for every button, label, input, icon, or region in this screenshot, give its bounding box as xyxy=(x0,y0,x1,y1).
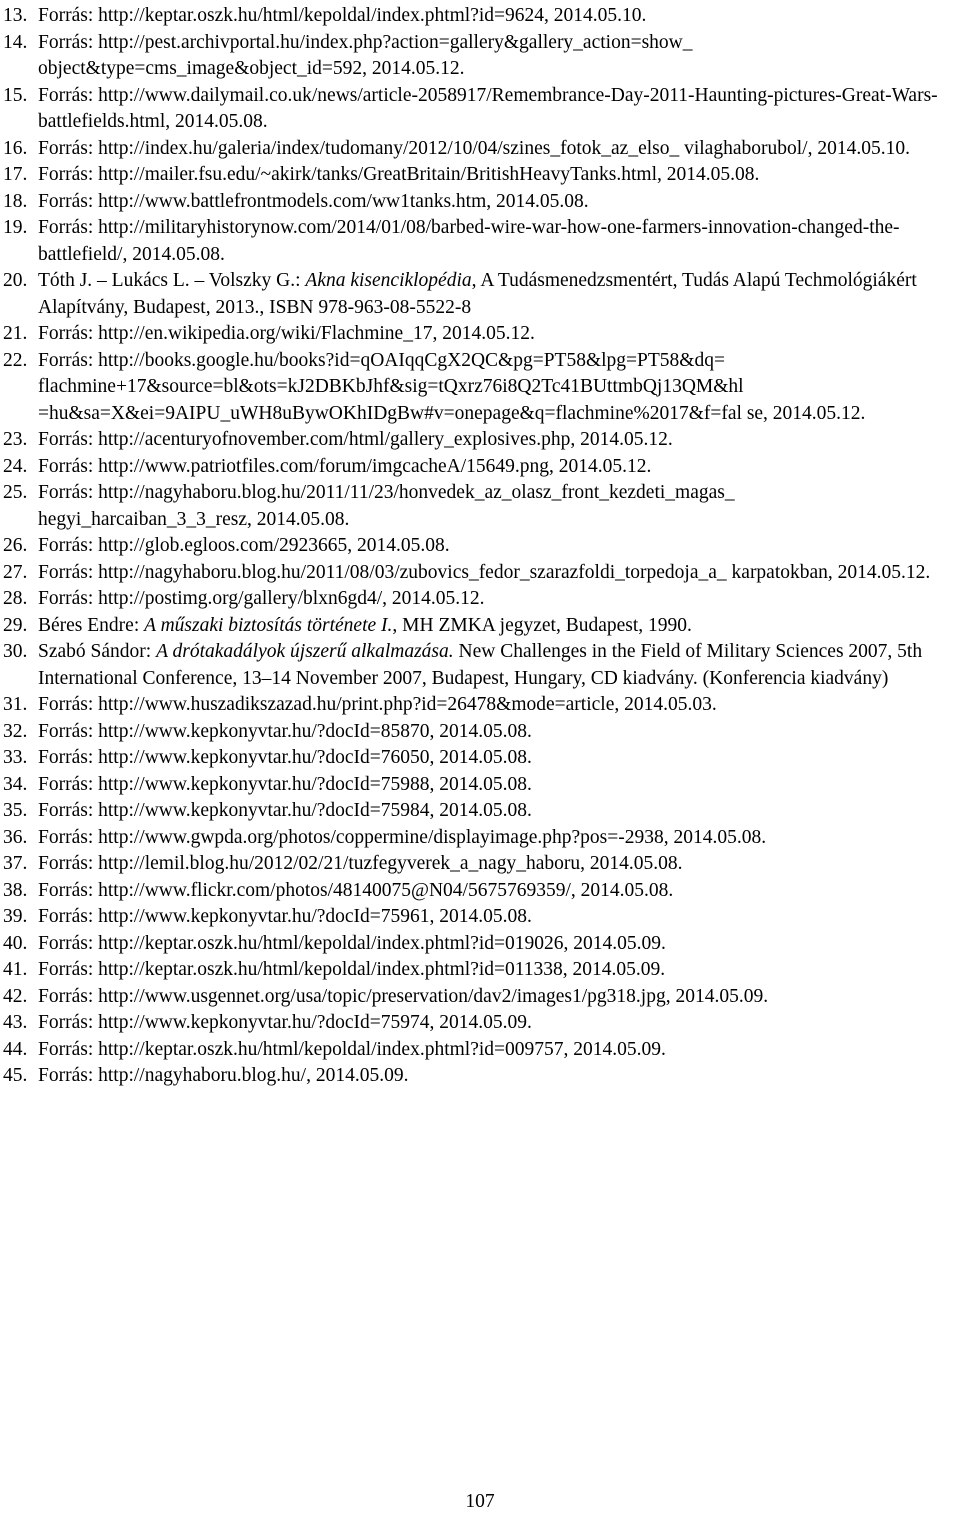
reference-text-segment: Szabó Sándor: xyxy=(38,641,157,662)
reference-text xyxy=(38,5,646,26)
reference-text xyxy=(38,986,768,1007)
reference-item xyxy=(0,878,960,905)
reference-text-segment: , MH ZMKA jegyzet, Budapest, 1990. xyxy=(392,614,692,636)
reference-number: 43. xyxy=(3,1012,28,1033)
reference-number: 21. xyxy=(3,323,28,344)
reference-number: 23. xyxy=(3,429,28,450)
reference-item xyxy=(0,3,960,30)
reference-text xyxy=(38,588,485,609)
reference-item xyxy=(0,454,960,481)
reference-item xyxy=(0,825,960,852)
reference-text xyxy=(38,906,532,927)
reference-text-segment: Béres Endre: xyxy=(38,614,145,636)
reference-item xyxy=(0,639,960,692)
reference-text-segment: Forrás: http://pest.archivportal.hu/index.php?action=gallery&gallery_action=show_ object&type=cms_image&object_id=592, 2014.05.12. xyxy=(38,31,693,79)
reference-number: 34. xyxy=(3,773,28,795)
reference-item xyxy=(0,904,960,931)
reference-text-segment: Forrás: http://www.kepkonyvtar.hu/?docId=76050, 2014.05.08. xyxy=(38,747,532,768)
reference-number: 33. xyxy=(3,747,28,768)
reference-text xyxy=(38,880,673,901)
reference-item xyxy=(0,931,960,958)
reference-number: 30. xyxy=(3,641,28,662)
reference-number: 22. xyxy=(3,349,28,371)
reference-text xyxy=(38,562,930,583)
reference-number: 37. xyxy=(3,853,28,874)
reference-item xyxy=(0,162,960,189)
reference-text-segment: Forrás: http://keptar.oszk.hu/html/kepoldal/index.phtml?id=019026, 2014.05.09. xyxy=(38,932,666,954)
reference-item xyxy=(0,30,960,83)
reference-text-segment: Tóth J. – Lukács L. – Volszky G.: xyxy=(38,270,306,291)
reference-text-segment: Forrás: http://index.hu/galeria/index/tudomany/2012/10/04/szines_fotok_az_elso_ vilaghaborubol/, 2014.05.10. xyxy=(38,137,910,159)
reference-item xyxy=(0,321,960,348)
reference-item xyxy=(0,189,960,216)
reference-text xyxy=(38,323,535,344)
reference-text xyxy=(38,217,900,265)
reference-text xyxy=(38,1039,666,1060)
reference-text-segment: Forrás: http://nagyhaboru.blog.hu/, 2014.05.09. xyxy=(38,1065,409,1086)
reference-text-segment: Forrás: http://keptar.oszk.hu/html/kepoldal/index.phtml?id=011338, 2014.05.09. xyxy=(38,959,666,980)
reference-text xyxy=(38,535,450,556)
reference-number: 15. xyxy=(3,84,28,106)
reference-number: 28. xyxy=(3,588,28,609)
reference-number: 32. xyxy=(3,720,28,742)
reference-text-segment: Forrás: http://www.usgennet.org/usa/topic/preservation/dav2/images1/pg318.jpg, 2014.05.09. xyxy=(38,985,769,1007)
reference-number: 39. xyxy=(3,906,28,927)
reference-number: 26. xyxy=(3,535,28,556)
reference-number: 27. xyxy=(3,561,28,583)
reference-number: 45. xyxy=(3,1065,28,1086)
reference-text-segment: Forrás: http://www.dailymail.co.uk/news/article-2058917/Remembrance-Day-2011-Haunting-pictures-Great-Wars-battlefields.html, 2014.05.08. xyxy=(38,84,938,132)
reference-text xyxy=(38,85,938,133)
reference-text-segment: Forrás: http://www.patriotfiles.com/forum/imgcacheA/15649.png, 2014.05.12. xyxy=(38,455,652,477)
reference-item xyxy=(0,745,960,772)
reference-text-segment: Forrás: http://keptar.oszk.hu/html/kepoldal/index.phtml?id=009757, 2014.05.09. xyxy=(38,1038,666,1060)
reference-number: 14. xyxy=(3,31,28,53)
reference-item xyxy=(0,798,960,825)
reference-text-segment: Forrás: http://www.flickr.com/photos/48140075@N04/5675769359/, 2014.05.08. xyxy=(38,879,674,901)
reference-item xyxy=(0,480,960,533)
reference-text xyxy=(38,721,532,742)
reference-text-segment: Forrás: http://www.gwpda.org/photos/coppermine/displayimage.php?pos=-2938, 2014.05.08. xyxy=(38,826,767,848)
reference-text xyxy=(38,800,532,821)
reference-item xyxy=(0,692,960,719)
reference-text xyxy=(38,270,917,318)
reference-text xyxy=(38,164,759,185)
reference-text-segment: Forrás: http://mailer.fsu.edu/~akirk/tanks/GreatBritain/BritishHeavyTanks.html, 2014.05.08. xyxy=(38,164,760,185)
reference-item xyxy=(0,533,960,560)
reference-item xyxy=(0,136,960,163)
reference-item xyxy=(0,1010,960,1037)
reference-text-segment: , A Tudásmenedzsmentért, Tudás Alapú Techmológiákért Alapítvány, Budapest, 2013., ISBN 978-963-08-5522-8 xyxy=(38,270,917,318)
reference-text xyxy=(38,774,532,795)
reference-number: 19. xyxy=(3,217,28,238)
reference-item xyxy=(0,613,960,640)
reference-text-segment: Forrás: http://postimg.org/gallery/blxn6gd4/, 2014.05.12. xyxy=(38,588,485,609)
reference-text xyxy=(38,853,682,874)
reference-text-segment: Forrás: http://www.battlefrontmodels.com/ww1tanks.htm, 2014.05.08. xyxy=(38,190,589,212)
reference-title-italic: A műszaki biztosítás története I. xyxy=(144,614,393,636)
reference-text-segment: New Challenges in the Field of Military Sciences 2007, 5th International Conference, 13–14 November 2007, Budapest, Hungary, CD kiadvány. (Konferencia kiadvány) xyxy=(38,641,923,689)
reference-text xyxy=(38,641,922,689)
reference-item xyxy=(0,772,960,799)
reference-item xyxy=(0,586,960,613)
reference-text xyxy=(38,350,865,424)
reference-item xyxy=(0,83,960,136)
reference-text-segment: Forrás: http://keptar.oszk.hu/html/kepoldal/index.phtml?id=9624, 2014.05.10. xyxy=(38,5,647,26)
reference-number: 17. xyxy=(3,164,28,185)
reference-text-segment: Forrás: http://www.kepkonyvtar.hu/?docId=75974, 2014.05.09. xyxy=(38,1012,532,1033)
reference-text-segment: Forrás: http://nagyhaboru.blog.hu/2011/11/23/honvedek_az_olasz_front_kezdeti_magas_ hegyi_harcaiban_3_3_resz, 2014.05.08. xyxy=(38,482,735,530)
reference-text xyxy=(38,615,692,636)
reference-item xyxy=(0,215,960,268)
reference-number: 25. xyxy=(3,482,28,503)
reference-item xyxy=(0,427,960,454)
reference-text xyxy=(38,32,693,80)
reference-text xyxy=(38,747,532,768)
reference-number: 24. xyxy=(3,455,28,477)
reference-text-segment: Forrás: http://www.kepkonyvtar.hu/?docId=85870, 2014.05.08. xyxy=(38,720,532,742)
reference-text xyxy=(38,1012,532,1033)
reference-item xyxy=(0,268,960,321)
reference-item xyxy=(0,1063,960,1090)
reference-text xyxy=(38,456,651,477)
reference-text-segment: Forrás: http://glob.egloos.com/2923665, 2014.05.08. xyxy=(38,535,450,556)
reference-item xyxy=(0,851,960,878)
reference-number: 40. xyxy=(3,932,28,954)
reference-item xyxy=(0,984,960,1011)
reference-number: 16. xyxy=(3,137,28,159)
reference-number: 20. xyxy=(3,270,28,291)
reference-text-segment: Forrás: http://www.kepkonyvtar.hu/?docId=75961, 2014.05.08. xyxy=(38,906,532,927)
reference-number: 13. xyxy=(3,5,28,26)
reference-item xyxy=(0,1037,960,1064)
reference-number: 42. xyxy=(3,985,28,1007)
reference-number: 29. xyxy=(3,614,28,636)
reference-number: 18. xyxy=(3,190,28,212)
reference-text xyxy=(38,482,735,530)
reference-text xyxy=(38,1065,408,1086)
reference-text xyxy=(38,694,717,715)
reference-item xyxy=(0,719,960,746)
reference-text-segment: Forrás: http://en.wikipedia.org/wiki/Flachmine_17, 2014.05.12. xyxy=(38,323,535,344)
reference-item xyxy=(0,348,960,428)
reference-text-segment: Forrás: http://nagyhaboru.blog.hu/2011/08/03/zubovics_fedor_szarazfoldi_torpedoja_a_ karpatokban, 2014.05.12. xyxy=(38,561,931,583)
reference-number: 38. xyxy=(3,879,28,901)
reference-item xyxy=(0,560,960,587)
page-number: 107 xyxy=(465,1491,495,1512)
reference-text-segment: Forrás: http://acenturyofnovember.com/html/gallery_explosives.php, 2014.05.12. xyxy=(38,429,673,450)
reference-text xyxy=(38,959,665,980)
reference-title-italic: A drótakadályok újszerű alkalmazása. xyxy=(156,641,454,662)
reference-title-italic: Akna kisenciklopédia xyxy=(305,270,472,291)
reference-text xyxy=(38,138,910,159)
reference-text-segment: Forrás: http://lemil.blog.hu/2012/02/21/tuzfegyverek_a_nagy_haboru, 2014.05.08. xyxy=(38,853,683,874)
reference-text-segment: Forrás: http://militaryhistorynow.com/2014/01/08/barbed-wire-war-how-one-farmers-innovation-changed-the-battlefield/, 2014.05.08. xyxy=(38,217,900,265)
reference-text-segment: Forrás: http://www.kepkonyvtar.hu/?docId=75984, 2014.05.08. xyxy=(38,800,532,821)
reference-text-segment: Forrás: http://www.kepkonyvtar.hu/?docId=75988, 2014.05.08. xyxy=(38,773,532,795)
reference-text-segment: Forrás: http://www.huszadikszazad.hu/print.php?id=26478&mode=article, 2014.05.03. xyxy=(38,694,717,715)
reference-text xyxy=(38,429,673,450)
reference-number: 35. xyxy=(3,800,28,821)
reference-text-segment: Forrás: http://books.google.hu/books?id=qOAIqqCgX2QC&pg=PT58&lpg=PT58&dq= flachmine+17&source=bl&ots=kJ2DBKbJhf&sig=tQxrz76i8Q2Tc41BUttmbQj13QM&hl =hu&sa=X&ei=9AIPU_uWH8uBywOKhIDgBw#v=onepage&q=flachmine%2017&f=fal se, 2014.05.12. xyxy=(38,349,866,424)
reference-text xyxy=(38,191,589,212)
reference-text xyxy=(38,827,766,848)
reference-number: 44. xyxy=(3,1038,28,1060)
reference-item xyxy=(0,957,960,984)
reference-number: 41. xyxy=(3,959,28,980)
reference-number: 36. xyxy=(3,826,28,848)
reference-number: 31. xyxy=(3,694,28,715)
reference-text xyxy=(38,933,666,954)
